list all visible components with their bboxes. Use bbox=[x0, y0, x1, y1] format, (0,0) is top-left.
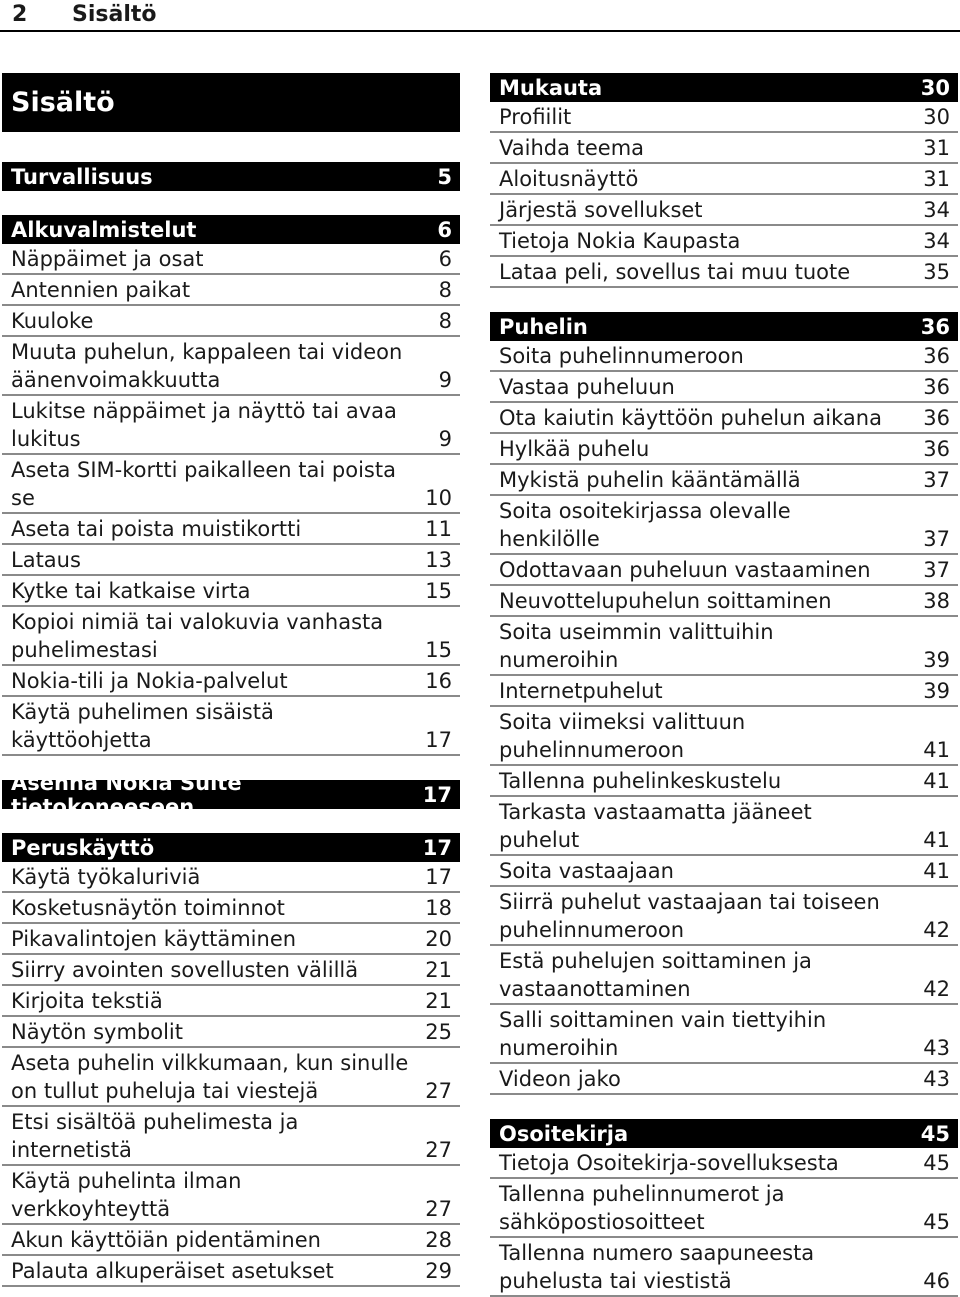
toc-entry[interactable] bbox=[490, 164, 958, 195]
toc-entry-text: Profiilit bbox=[499, 105, 572, 129]
section-page-number: 36 bbox=[920, 314, 950, 339]
toc-entry-page: 39 bbox=[923, 679, 950, 703]
toc-entry-page: 42 bbox=[923, 977, 950, 1001]
toc-entry-page: 39 bbox=[923, 648, 950, 672]
toc-entry[interactable] bbox=[490, 707, 958, 766]
toc-entry-text: Näppäimet ja osat bbox=[11, 247, 204, 271]
toc-entry-page: 28 bbox=[425, 1228, 452, 1252]
toc-entry-page: 36 bbox=[923, 437, 950, 461]
toc-entry[interactable] bbox=[2, 396, 460, 455]
section-spacer bbox=[490, 1095, 958, 1119]
toc-entry[interactable] bbox=[2, 1017, 460, 1048]
section-spacer bbox=[490, 288, 958, 312]
toc-entry-text: Pikavalintojen käyttäminen bbox=[11, 927, 297, 951]
toc-entry-text: Soita osoitekirjassa olevalle henkilölle bbox=[499, 499, 791, 551]
toc-entry-page: 42 bbox=[923, 918, 950, 942]
toc-entry-page: 25 bbox=[425, 1020, 452, 1044]
toc-entry[interactable] bbox=[490, 341, 958, 372]
toc-entry-text: Käytä puhelinta ilman verkkoyhteyttä bbox=[11, 1169, 242, 1221]
toc-entry-page: 27 bbox=[425, 1079, 452, 1103]
toc-entry[interactable] bbox=[490, 676, 958, 707]
toc-entry-page: 18 bbox=[425, 896, 452, 920]
toc-entry[interactable] bbox=[490, 403, 958, 434]
toc-right-column bbox=[490, 73, 958, 1297]
toc-entry-text: Akun käyttöiän pidentäminen bbox=[11, 1228, 321, 1252]
toc-entry[interactable] bbox=[2, 862, 460, 893]
toc-entry-text: Muuta puhelun, kappaleen tai videon äänenvoimakkuutta bbox=[11, 340, 403, 392]
toc-entry-text: Soita viimeksi valittuun puhelinnumeroon bbox=[499, 710, 746, 762]
toc-entry-text: Mykistä puhelin kääntämällä bbox=[499, 468, 801, 492]
toc-entry-page: 41 bbox=[923, 859, 950, 883]
toc-entry[interactable] bbox=[2, 893, 460, 924]
toc-entry-text: Kosketusnäytön toiminnot bbox=[11, 896, 285, 920]
section-page-number: 6 bbox=[437, 217, 452, 242]
toc-entry[interactable] bbox=[490, 195, 958, 226]
toc-entry-page: 34 bbox=[923, 229, 950, 253]
page-number: 2 bbox=[12, 2, 28, 27]
section-title: Asenna Nokia Suite tietokoneeseen bbox=[11, 770, 242, 819]
toc-entry-page: 8 bbox=[438, 278, 452, 302]
toc-entry-page: 15 bbox=[425, 638, 452, 662]
toc-entry-text: Siirrä puhelut vastaajaan tai toiseen puhelinnumeroon bbox=[499, 890, 880, 942]
section-title: Puhelin bbox=[499, 314, 588, 339]
toc-entry-text: Kytke tai katkaise virta bbox=[11, 579, 251, 603]
toc-entry-text: Näytön symbolit bbox=[11, 1020, 183, 1044]
toc-entry-text: Vastaa puheluun bbox=[499, 375, 675, 399]
toc-entry-page: 13 bbox=[425, 548, 452, 572]
toc-entry-page: 36 bbox=[923, 406, 950, 430]
toc-entry-text: Kuuloke bbox=[11, 309, 94, 333]
toc-entry-page: 21 bbox=[425, 958, 452, 982]
toc-entry-text: Soita vastaajaan bbox=[499, 859, 674, 883]
toc-entry-page: 17 bbox=[425, 865, 452, 889]
toc-entry[interactable] bbox=[490, 1179, 958, 1238]
toc-entry-text: Vaihda teema bbox=[499, 136, 645, 160]
toc-entry[interactable] bbox=[490, 465, 958, 496]
toc-entry-page: 20 bbox=[425, 927, 452, 951]
toc-entry-page: 34 bbox=[923, 198, 950, 222]
section-heading-asenna-nokia-suite-tietokoneeseen[interactable] bbox=[2, 770, 460, 819]
toc-entry-page: 41 bbox=[923, 738, 950, 762]
toc-entry[interactable] bbox=[2, 1166, 460, 1225]
toc-entry[interactable] bbox=[2, 514, 460, 545]
toc-entry[interactable] bbox=[2, 1048, 460, 1107]
toc-entry-page: 8 bbox=[438, 309, 452, 333]
toc-entry[interactable] bbox=[2, 666, 460, 697]
toc-entry-page: 11 bbox=[425, 517, 452, 541]
toc-entry[interactable] bbox=[490, 133, 958, 164]
toc-entry-text: Estä puhelujen soittaminen ja vastaanottaminen bbox=[499, 949, 812, 1001]
section-heading-alkuvalmistelut[interactable] bbox=[2, 215, 460, 244]
toc-entry[interactable] bbox=[490, 586, 958, 617]
toc-entry[interactable] bbox=[2, 697, 460, 756]
toc-entry[interactable] bbox=[490, 1064, 958, 1095]
toc-title: Sisältö bbox=[2, 73, 460, 132]
toc-entry[interactable] bbox=[2, 924, 460, 955]
section-title: Osoitekirja bbox=[499, 1121, 629, 1146]
toc-entry-text: Tallenna numero saapuneesta puhelusta tai viestistä bbox=[499, 1241, 815, 1293]
toc-entry[interactable] bbox=[490, 887, 958, 946]
toc-entry[interactable] bbox=[2, 545, 460, 576]
toc-entry-page: 43 bbox=[923, 1036, 950, 1060]
toc-entry[interactable] bbox=[490, 946, 958, 1005]
section-page-number: 5 bbox=[437, 164, 452, 189]
toc-entry-text: Järjestä sovellukset bbox=[499, 198, 703, 222]
toc-entry-page: 27 bbox=[425, 1138, 452, 1162]
toc-entry-text: Aseta tai poista muistikortti bbox=[11, 517, 302, 541]
toc-entry[interactable] bbox=[490, 1148, 958, 1179]
toc-entry[interactable] bbox=[490, 102, 958, 133]
section-page-number: 45 bbox=[920, 1121, 950, 1146]
running-title: Sisältö bbox=[72, 2, 157, 27]
toc-entry[interactable] bbox=[490, 257, 958, 288]
toc-entry-page: 16 bbox=[425, 669, 452, 693]
section-title: Alkuvalmistelut bbox=[11, 217, 197, 242]
section-page-number: 17 bbox=[422, 835, 452, 860]
toc-entry-text: Palauta alkuperäiset asetukset bbox=[11, 1259, 334, 1283]
toc-entry-page: 36 bbox=[923, 344, 950, 368]
toc-entry[interactable] bbox=[2, 607, 460, 666]
toc-entry[interactable] bbox=[490, 617, 958, 676]
toc-entry-text: Käytä puhelimen sisäistä käyttöohjetta bbox=[11, 700, 274, 752]
toc-entry-text: Kopioi nimiä tai valokuvia vanhasta puhelimestasi bbox=[11, 610, 384, 662]
toc-entry-page: 38 bbox=[923, 589, 950, 613]
toc-entry[interactable] bbox=[2, 1107, 460, 1166]
toc-entry-page: 35 bbox=[923, 260, 950, 284]
toc-entry[interactable] bbox=[2, 244, 460, 275]
toc-entry-text: Aloitusnäyttö bbox=[499, 167, 639, 191]
toc-entry-text: Käytä työkaluriviä bbox=[11, 865, 201, 889]
toc-entry-page: 37 bbox=[923, 468, 950, 492]
toc-entry-text: Hylkää puhelu bbox=[499, 437, 650, 461]
toc-entry-text: Tallenna puhelinkeskustelu bbox=[499, 769, 782, 793]
toc-entry-page: 37 bbox=[923, 558, 950, 582]
toc-entry[interactable] bbox=[2, 576, 460, 607]
toc-entry[interactable] bbox=[2, 986, 460, 1017]
toc-entry-text: Salli soittaminen vain tiettyihin numeroihin bbox=[499, 1008, 827, 1060]
toc-entry[interactable] bbox=[490, 434, 958, 465]
toc-entry-text: Tarkasta vastaamatta jääneet puhelut bbox=[499, 800, 812, 852]
toc-entry-text: Lataa peli, sovellus tai muu tuote bbox=[499, 260, 851, 284]
toc-entry-text: Videon jako bbox=[499, 1067, 621, 1091]
toc-entry[interactable] bbox=[2, 337, 460, 396]
toc-entry-text: Internetpuhelut bbox=[499, 679, 663, 703]
toc-entry-text: Siirry avointen sovellusten välillä bbox=[11, 958, 359, 982]
toc-entry-page: 41 bbox=[923, 828, 950, 852]
toc-entry-page: 10 bbox=[425, 486, 452, 510]
toc-entry[interactable] bbox=[490, 372, 958, 403]
toc-entry-text: Lataus bbox=[11, 548, 81, 572]
section-heading-osoitekirja[interactable] bbox=[490, 1119, 958, 1148]
toc-entry-page: 27 bbox=[425, 1197, 452, 1221]
toc-entry-page: 30 bbox=[923, 105, 950, 129]
toc-entry-text: Tallenna puhelinnumerot ja sähköpostiosoitteet bbox=[499, 1182, 785, 1234]
toc-entry[interactable] bbox=[490, 1005, 958, 1064]
section-title: Peruskäyttö bbox=[11, 835, 155, 860]
toc-entry[interactable] bbox=[490, 496, 958, 555]
toc-entry[interactable] bbox=[490, 226, 958, 257]
toc-entry[interactable] bbox=[2, 455, 460, 514]
toc-entry-text: Tietoja Nokia Kaupasta bbox=[499, 229, 741, 253]
toc-entry-text: Soita puhelinnumeroon bbox=[499, 344, 744, 368]
toc-entry[interactable] bbox=[2, 955, 460, 986]
section-page-number: 17 bbox=[422, 782, 452, 807]
toc-entry-page: 31 bbox=[923, 136, 950, 160]
toc-entry-page: 31 bbox=[923, 167, 950, 191]
toc-entry-text: Antennien paikat bbox=[11, 278, 191, 302]
page-header bbox=[0, 0, 960, 32]
toc-entry[interactable] bbox=[490, 1238, 958, 1297]
toc-entry[interactable] bbox=[490, 856, 958, 887]
toc-entry-text: Kirjoita tekstiä bbox=[11, 989, 163, 1013]
toc-entry-text: Tietoja Osoitekirja-sovelluksesta bbox=[499, 1151, 839, 1175]
section-heading-turvallisuus[interactable] bbox=[2, 162, 460, 191]
toc-entry[interactable] bbox=[2, 275, 460, 306]
section-title: Turvallisuus bbox=[11, 164, 153, 189]
toc-entry-page: 6 bbox=[438, 247, 452, 271]
toc-entry-page: 29 bbox=[425, 1259, 452, 1283]
toc-entry-text: Nokia-tili ja Nokia-palvelut bbox=[11, 669, 288, 693]
toc-entry-page: 45 bbox=[923, 1151, 950, 1175]
toc-entry-page: 21 bbox=[425, 989, 452, 1013]
toc-entry-text: Neuvottelupuhelun soittaminen bbox=[499, 589, 832, 613]
toc-entry-page: 46 bbox=[923, 1269, 950, 1293]
toc-entry-page: 37 bbox=[923, 527, 950, 551]
section-title: Mukauta bbox=[499, 75, 603, 100]
toc-entry-page: 41 bbox=[923, 769, 950, 793]
section-heading-puhelin[interactable] bbox=[490, 312, 958, 341]
toc-entry-page: 9 bbox=[438, 368, 452, 392]
toc-entry[interactable] bbox=[2, 306, 460, 337]
toc-left-column bbox=[2, 73, 460, 1287]
section-page-number: 30 bbox=[920, 75, 950, 100]
toc-entry[interactable] bbox=[490, 797, 958, 856]
toc-entry-page: 15 bbox=[425, 579, 452, 603]
toc-entry-text: Etsi sisältöä puhelimesta ja internetistä bbox=[11, 1110, 299, 1162]
section-heading-mukauta[interactable] bbox=[490, 73, 958, 102]
section-heading-peruskaytto[interactable] bbox=[2, 833, 460, 862]
toc-entry-page: 45 bbox=[923, 1210, 950, 1234]
toc-entry-page: 36 bbox=[923, 375, 950, 399]
toc-entry-text: Odottavaan puheluun vastaaminen bbox=[499, 558, 871, 582]
toc-entry-text: Soita useimmin valittuihin numeroihin bbox=[499, 620, 774, 672]
toc-entry[interactable] bbox=[2, 1225, 460, 1256]
toc-entry[interactable] bbox=[490, 766, 958, 797]
toc-entry-page: 43 bbox=[923, 1067, 950, 1091]
toc-entry-text: Ota kaiutin käyttöön puhelun aikana bbox=[499, 406, 882, 430]
toc-entry-text: Aseta puhelin vilkkumaan, kun sinulle on tullut puheluja tai viestejä bbox=[11, 1051, 409, 1103]
toc-entry-text: Lukitse näppäimet ja näyttö tai avaa lukitus bbox=[11, 399, 397, 451]
section-spacer bbox=[2, 191, 460, 215]
toc-entry-text: Aseta SIM-kortti paikalleen tai poista se bbox=[11, 458, 396, 510]
toc-entry-page: 17 bbox=[425, 728, 452, 752]
toc-entry[interactable] bbox=[490, 555, 958, 586]
toc-entry-page: 9 bbox=[438, 427, 452, 451]
